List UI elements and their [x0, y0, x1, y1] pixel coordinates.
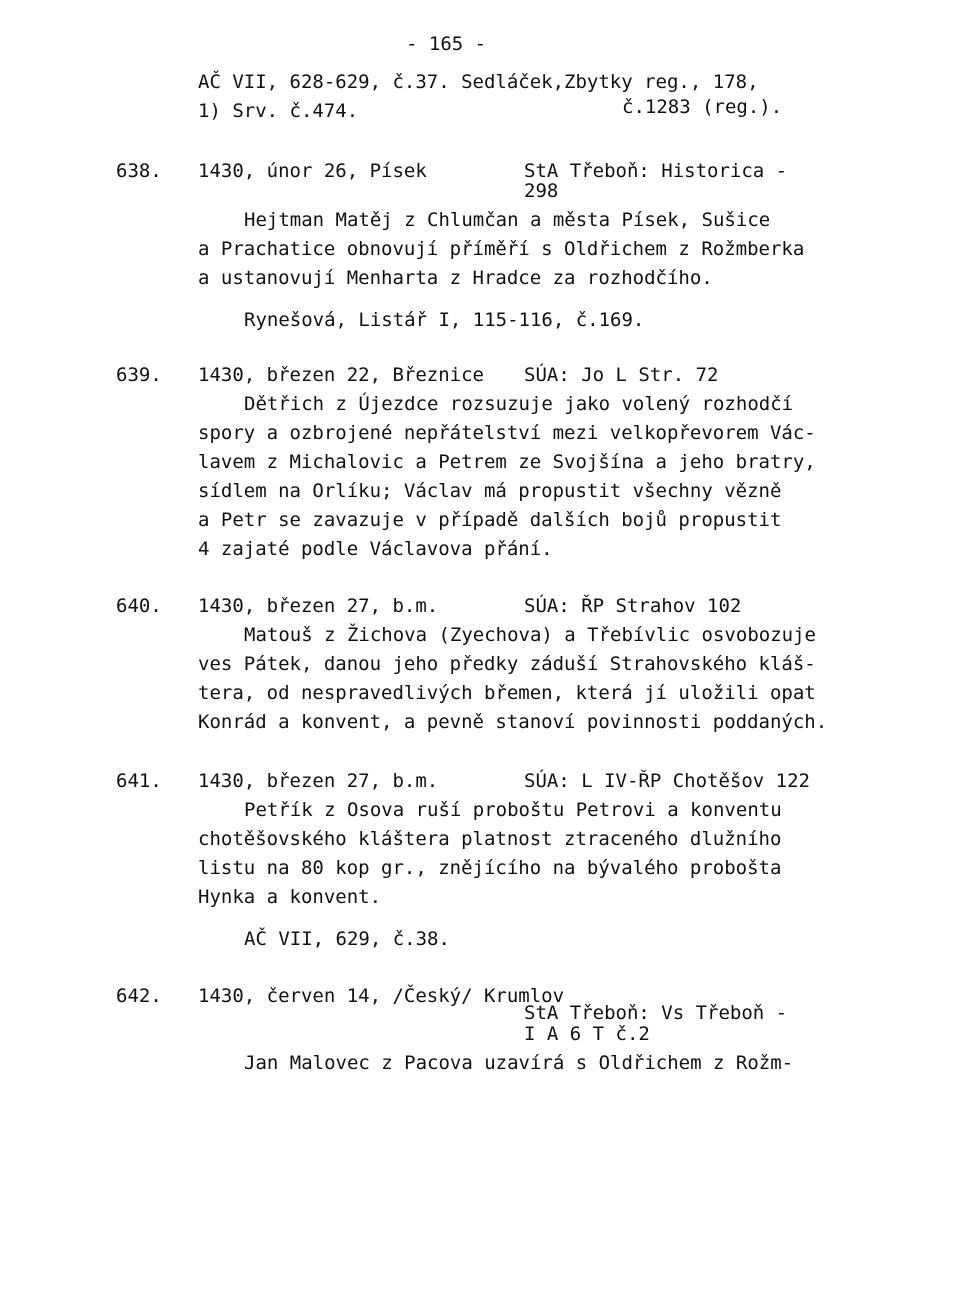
top-note-line-2: 1) Srv. č.474. [198, 100, 359, 122]
entry-body-line: Jan Malovec z Pacova uzavírá s Oldřichem z Rožm- [244, 1052, 794, 1074]
entry-archive-line: SÚA: L IV-ŘP Chotěšov 122 [524, 770, 810, 792]
entry-body-line: Hejtman Matěj z Chlumčan a města Písek, Sušice [244, 209, 771, 231]
entry-archive-line: StA Třeboň: Historica - [524, 160, 788, 182]
entry-body-line: a Prachatice obnovují příměří s Oldřichem z Rožmberka [198, 238, 805, 260]
entry-body-line: Petřík z Osova ruší proboštu Petrovi a konventu [244, 799, 782, 821]
entry-body-line: a ustanovují Menharta z Hradce za rozhodčího. [198, 267, 713, 289]
entry-body-line: 4 zajaté podle Václavova přání. [198, 538, 553, 560]
entry-archive-line: SÚA: ŘP Strahov 102 [524, 595, 742, 617]
entry-archive-line: I A 6 T č.2 [524, 1023, 650, 1045]
entry-date-place: 1430, březen 27, b.m. [198, 770, 439, 792]
entry-body-line: listu na 80 kop gr., znějícího na bývalého probošta [198, 857, 782, 879]
entry-date-place: 1430, únor 26, Písek [198, 160, 427, 182]
entry-body-line: chotěšovského kláštera platnost ztraceného dlužního [198, 828, 782, 850]
entry-body-line: Dětřich z Újezdce rozsuzuje jako volený rozhodčí [244, 393, 794, 415]
entry-source: AČ VII, 629, č.38. [244, 928, 450, 950]
entry-number: 638. [116, 160, 162, 182]
top-note-line-2-right: č.1283 (reg.). [622, 96, 783, 118]
entry-number: 639. [116, 364, 162, 386]
entry-number: 640. [116, 595, 162, 617]
entry-number: 641. [116, 770, 162, 792]
entry-date-place: 1430, březen 27, b.m. [198, 595, 439, 617]
entry-number: 642. [116, 985, 162, 1007]
entry-body-line: Matouš z Žichova (Zyechova) a Třebívlic osvobozuje [244, 624, 816, 646]
entry-date-place: 1430, březen 22, Březnice [198, 364, 484, 386]
entry-archive-line: SÚA: Jo L Str. 72 [524, 364, 719, 386]
entry-source: Rynešová, Listář I, 115-116, č.169. [244, 309, 645, 331]
entry-body-line: ves Pátek, danou jeho předky záduší Strahovského kláš- [198, 653, 816, 675]
entry-body-line: spory a ozbrojené nepřátelství mezi velkopřevorem Vác- [198, 422, 816, 444]
entry-body-line: Hynka a konvent. [198, 886, 382, 908]
entry-body-line: Konrád a konvent, a pevně stanoví povinnosti poddaných. [198, 711, 828, 733]
entry-body-line: lavem z Michalovic a Petrem ze Svojšína a jeho bratry, [198, 451, 816, 473]
entry-date-place: 1430, červen 14, /Český/ Krumlov [198, 985, 565, 1007]
entry-body-line: sídlem na Orlíku; Václav má propustit všechny vězně [198, 480, 782, 502]
entry-archive-line: 298 [524, 180, 559, 202]
entry-body-line: a Petr se zavazuje v případě dalších bojů propustit [198, 509, 782, 531]
page-number: - 165 - [406, 33, 487, 55]
top-note-line-1: AČ VII, 628-629, č.37. Sedláček,Zbytky reg., 178, [198, 71, 759, 93]
entry-archive-line: StA Třeboň: Vs Třeboň - [524, 1002, 788, 1024]
entry-body-line: tera, od nespravedlivých břemen, která jí uložili opat [198, 682, 816, 704]
